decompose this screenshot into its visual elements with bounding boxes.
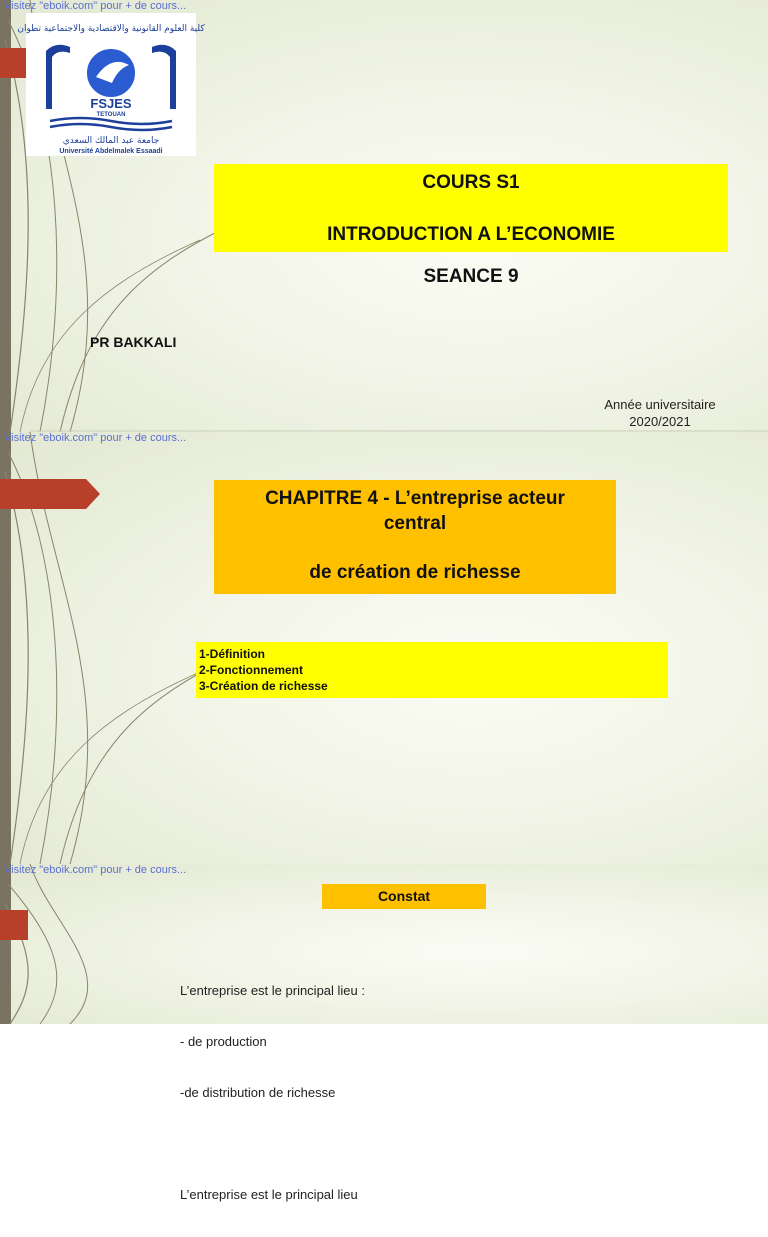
watermark-link[interactable]: Visitez "eboik.com" pour + de cours... <box>4 432 187 444</box>
year-label: Année universitaire <box>604 397 716 412</box>
arrow-tab <box>0 910 28 940</box>
watermark-link[interactable]: Visitez "eboik.com" pour + de cours... <box>4 0 187 12</box>
toc-item: 3-Création de richesse <box>199 679 328 693</box>
chapter-title-box <box>214 480 616 594</box>
body-line: -de distribution de richesse <box>180 1085 336 1100</box>
course-label: COURS S1 <box>422 172 520 193</box>
academic-year <box>560 396 760 430</box>
course-subject: INTRODUCTION A L’ECONOMIE <box>327 224 615 245</box>
chapter-title <box>214 486 616 536</box>
chapter-title-line1: CHAPITRE 4 - L’entreprise acteur <box>265 488 565 509</box>
slide-chapter <box>0 432 768 864</box>
logo-city: TETOUAN <box>96 112 126 118</box>
arrow-tab <box>0 48 28 78</box>
slide-constat <box>0 864 768 1202</box>
body-line: - de production <box>180 1034 267 1049</box>
course-title-box <box>214 164 728 252</box>
watermark-link[interactable]: Visitez "eboik.com" pour + de cours... <box>4 864 187 876</box>
body-line: L’entreprise est le principal lieu : <box>180 983 365 998</box>
professor-name: PR BAKKALI <box>90 334 177 350</box>
toc-item: 1-Définition <box>199 647 265 661</box>
constat-body <box>180 948 365 1237</box>
chapter-subtitle: de création de richesse <box>309 562 521 583</box>
chapter-title-line2: central <box>383 513 447 534</box>
logo-arabic-top: كلية العلوم القانونية والاقتصادية والاجتماعية تطوان <box>17 24 205 34</box>
logo-university: Université Abdelmalek Essaadi <box>59 148 163 155</box>
session-label: SEANCE 9 <box>423 266 519 287</box>
body-line <box>180 1135 365 1152</box>
slide-title <box>0 0 768 432</box>
fsjes-logo <box>17 13 205 156</box>
table-of-contents <box>196 642 668 698</box>
body-line: L’entreprise est le principal lieu <box>180 1187 358 1202</box>
logo-acronym: FSJES <box>90 96 132 111</box>
constat-heading: Constat <box>322 884 486 909</box>
arrow-tab <box>0 479 100 509</box>
toc-item: 2-Fonctionnement <box>199 663 303 677</box>
year-value: 2020/2021 <box>629 414 691 429</box>
logo-arabic-university: جامعة عبد المالك السعدي <box>62 136 160 146</box>
